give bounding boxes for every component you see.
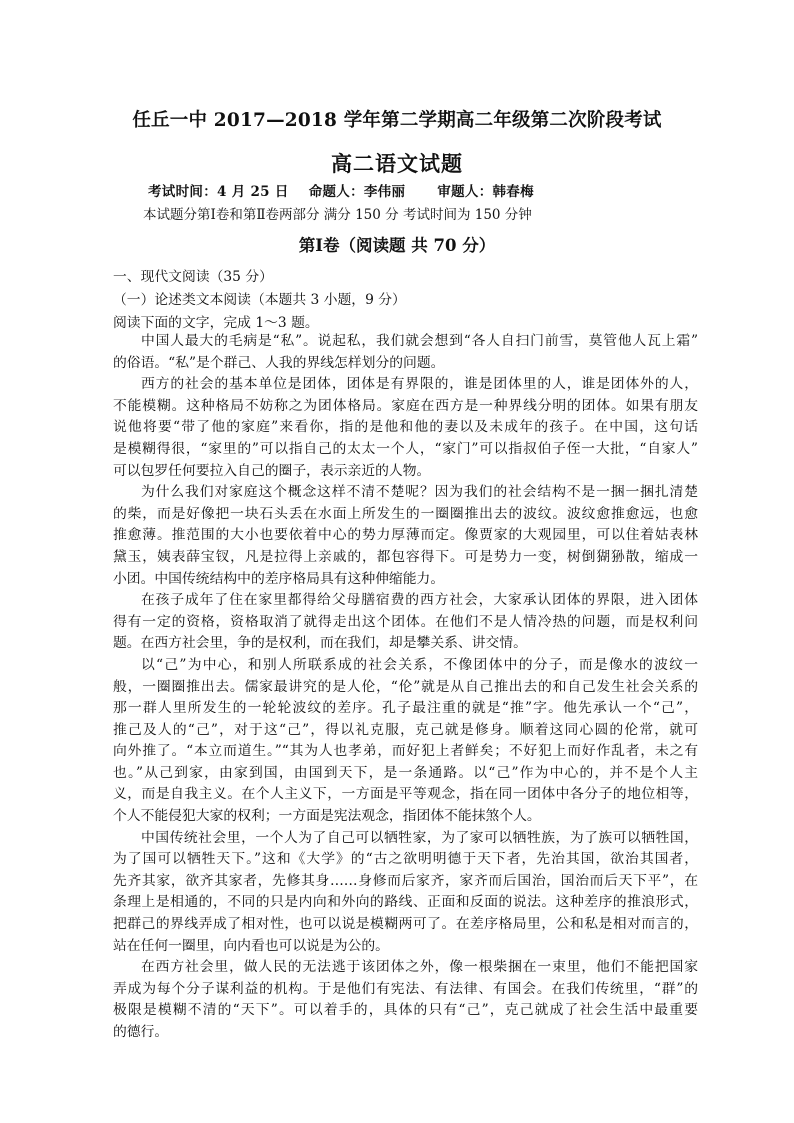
exam-time: 考试时间：4 月 25 日 — [148, 184, 289, 200]
reading-instruction: 阅读下面的文字，完成 1～3 题。 — [113, 315, 319, 331]
exam-reviewer: 审题人：韩春梅 — [437, 184, 534, 200]
passage-paragraph — [113, 828, 698, 958]
passage-line: 小团。中国传统结构中的差序格局具有这种伸缩能力。 — [113, 570, 445, 587]
passage-line: 弄成为每个分子谋利益的机构。于是他们有宪法、有法律、有国会。在我们传统里，“群”的 — [113, 980, 698, 997]
passage-line: 在孩子成年了住在家里都得给父母膳宿费的西方社会，大家承认团体的界限，进入团体 — [141, 592, 698, 609]
section-title: 第Ⅰ卷（阅读题 共 70 分） — [298, 236, 496, 255]
passage-line: 不能模糊。这种格局不妨称之为团体格局。家庭在西方是一种界线分明的团体。如果有朋友 — [113, 397, 698, 414]
passage-line: 西方的社会的基本单位是团体，团体是有界限的，谁是团体里的人，谁是团体外的人， — [141, 376, 698, 393]
section-heading: 一、现代文阅读（35 分） — [113, 269, 273, 285]
exam-main-title: 任丘一中 2017—2018 学年第二学期高二年级第二次阶段考试 — [132, 110, 662, 131]
passage-line: 可以包罗任何要拉入自己的圈子，表示亲近的人物。 — [113, 462, 431, 479]
reading-passage — [113, 331, 698, 1044]
passage-line: 是模糊得很，“家里的”可以指自己的太太一个人，“家门”可以指叔伯子侄一大批，“自家人” — [113, 440, 698, 457]
passage-line: 为了国可以牺牲天下。”这和《大学》的“古之欲明明德于天下者，先治其国，欲治其国者， — [113, 851, 698, 868]
passage-line: 推己及人的“己”，对于这“己”，得以礼克服，克己就是修身。顺着这同心圆的伦常，就可 — [113, 721, 698, 738]
passage-line: 中国人最大的毛病是“私”。说起私，我们就会想到“各人自扫门前雪，莫管他人瓦上霜” — [141, 333, 698, 349]
passage-line: 义，而是自我主义。在个人主义下，一方面是平等观念，指在同一团体中各分子的地位相等， — [113, 786, 698, 803]
passage-paragraph — [113, 590, 698, 655]
passage-line: 个人不能侵犯大家的权利；一方面是宪法观念，指团体不能抹煞个人。 — [113, 808, 541, 825]
passage-line: 极限是模糊不清的“天下”。可以着手的，具体的只有“己”，克己就成了社会生活中最重要 — [113, 1002, 698, 1019]
passage-line: 的德行。 — [113, 1024, 169, 1040]
passage-line: 把群己的界线弄成了相对性，也可以说是模糊两可了。在差序格局里，公和私是相对而言的， — [113, 916, 698, 933]
passage-paragraph — [113, 957, 698, 1043]
passage-line: 推愈薄。推范围的大小也要依着中心的势力厚薄而定。像贾家的大观园里，可以住着姑表林 — [113, 527, 698, 544]
passage-line: 站在任何一圈里，向内看也可以说是为公的。 — [113, 937, 389, 954]
subsection-heading: （一）论述类文本阅读（本题共 3 小题，9 分） — [113, 292, 406, 308]
passage-line: 在西方社会里，做人民的无法逃于该团体之外，像一根柴捆在一束里，他们不能把国家 — [141, 959, 698, 976]
passage-line: 说他将要“带了他的家庭”来看你，指的是他和他的妻以及未成年的孩子。在中国，这句话 — [113, 419, 698, 436]
passage-line: 以“己”为中心，和别人所联系成的社会关系，不像团体中的分子，而是像水的波纹一 — [141, 656, 698, 673]
exam-author: 命题人：李伟丽 — [308, 184, 406, 200]
passage-line: 题。在西方社会里，争的是权利，而在我们，却是攀关系、讲交情。 — [113, 635, 527, 652]
passage-line: 为什么我们对家庭这个概念这样不清不楚呢？因为我们的社会结构不是一捆一捆扎清楚 — [141, 484, 698, 501]
passage-paragraph — [113, 331, 698, 374]
passage-line: 先齐其家，欲齐其家者，先修其身……身修而后家齐，家齐而后国治，国治而后天下平”，在 — [113, 872, 698, 889]
passage-line: 般，一圈圈推出去。儒家最讲究的是人伦，“伦”就是从自己推出去的和自己发生社会关系的 — [113, 678, 698, 695]
exam-subject-title: 高二语文试题 — [331, 151, 463, 176]
passage-paragraph — [113, 482, 698, 590]
passage-paragraph — [113, 655, 698, 828]
passage-line: 得有一定的资格，资格取消了就得走出这个团体。在他们不是人情冷热的问题，而是权利问 — [113, 613, 698, 630]
passage-line: 条理上是相通的，不同的只是内向和外向的路线、正面和反面的说法。这种差序的推浪形式， — [113, 894, 698, 911]
exam-info-line: 本试题分第Ⅰ卷和第Ⅱ卷两部分 满分 150 分 考试时间为 150 分钟 — [143, 207, 532, 223]
passage-line: 那一群人里所发生的一轮轮波纹的差序。孔子最注重的就是“推”字。他先承认一个“己”， — [113, 700, 698, 717]
passage-line: 的俗语。“私”是个群己、人我的界线怎样划分的问题。 — [113, 354, 445, 371]
passage-line: 的柴，而是好像把一块石头丢在水面上所发生的一圈圈推出去的波纹。波纹愈推愈远，也愈 — [113, 505, 698, 522]
passage-line: 也。”从己到家，由家到国，由国到天下，是一条通路。以“己”作为中心的，并不是个人主 — [113, 764, 698, 781]
passage-line: 向外推了。“本立而道生。”“其为人也孝弟，而好犯上者鲜矣；不好犯上而好作乱者，未之有 — [113, 743, 698, 760]
passage-line: 中国传统社会里，一个人为了自己可以牺牲家，为了家可以牺牲族，为了族可以牺牲国， — [141, 829, 698, 846]
passage-paragraph — [113, 374, 698, 482]
passage-line: 黛玉，姨表薛宝钗，凡是拉得上亲戚的，都包容得下。可是势力一变，树倒猢狲散，缩成一 — [113, 548, 698, 565]
exam-meta-line — [148, 180, 534, 200]
